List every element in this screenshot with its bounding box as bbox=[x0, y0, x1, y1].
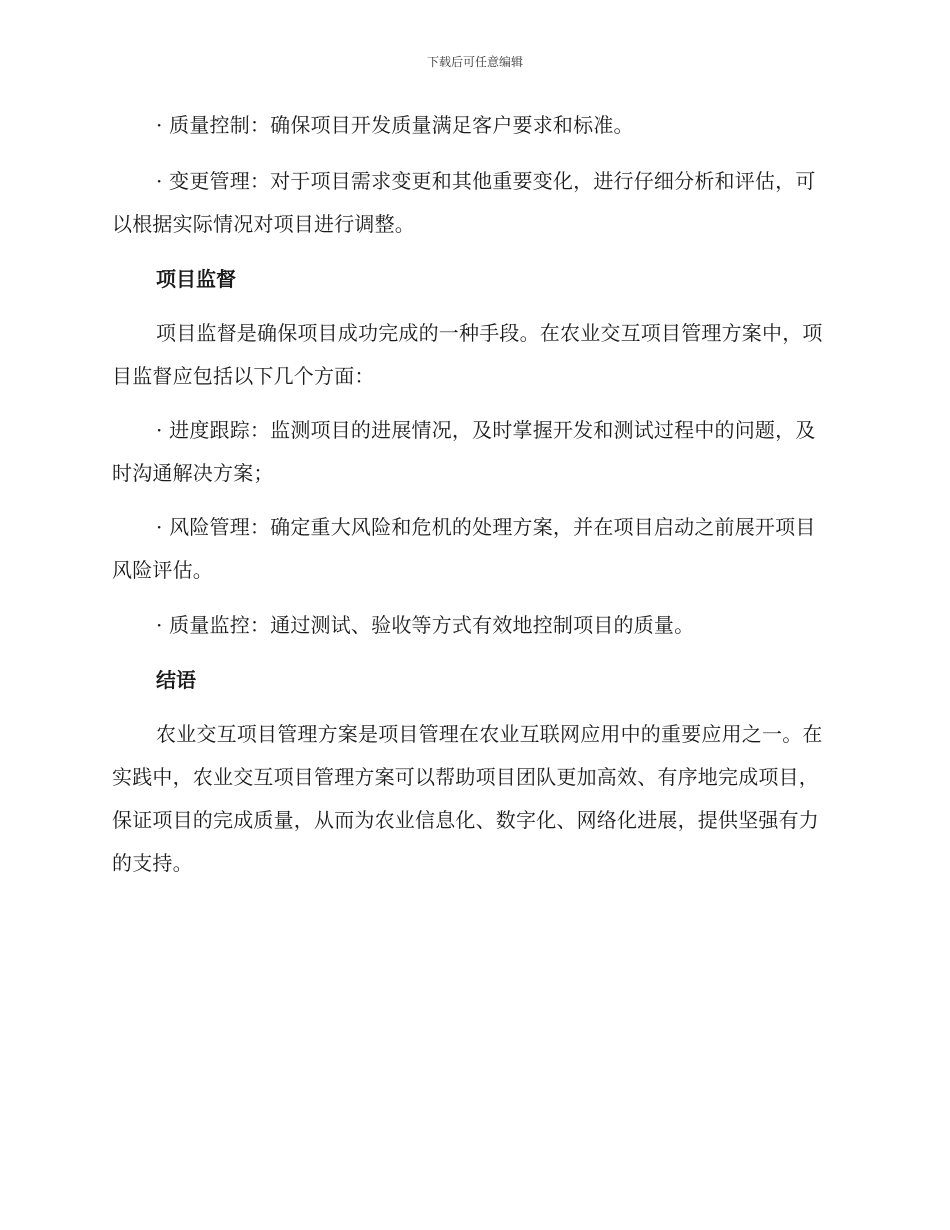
section-heading-conclusion: 结语 bbox=[156, 668, 196, 692]
risk-management-item: · 风险管理：确定重大风险和危机的处理方案，并在项目启动之前展开项目风险评估。 bbox=[112, 515, 816, 582]
header-note: 下载后可任意编辑 bbox=[426, 55, 523, 69]
progress-tracking-item: · 进度跟踪：监测项目的进展情况，及时掌握开发和测试过程中的问题，及时沟通解决方案； bbox=[112, 418, 816, 485]
conclusion-paragraph: 农业交互项目管理方案是项目管理在农业互联网应用中的重要应用之一。在实践中，农业交互项目管理方案可以帮助项目团队更加高效、有序地完成项目，保证项目的完成质量，从而为农业信息化、数字化、网络化进展，提供坚强有力的支持。 bbox=[112, 722, 823, 875]
section-heading-project-supervision: 项目监督 bbox=[156, 267, 236, 291]
supervision-intro-paragraph: 项目监督是确保项目成功完成的一种手段。在农业交互项目管理方案中，项目监督应包括以下几个方面： bbox=[112, 321, 823, 388]
change-management-item: · 变更管理：对于项目需求变更和其他重要变化，进行仔细分析和评估，可以根据实际情况对项目进行调整。 bbox=[112, 169, 816, 236]
quality-monitoring-item: · 质量监控：通过测试、验收等方式有效地控制项目的质量。 bbox=[156, 613, 695, 637]
quality-control-item: · 质量控制：确保项目开发质量满足客户要求和标准。 bbox=[156, 113, 634, 137]
